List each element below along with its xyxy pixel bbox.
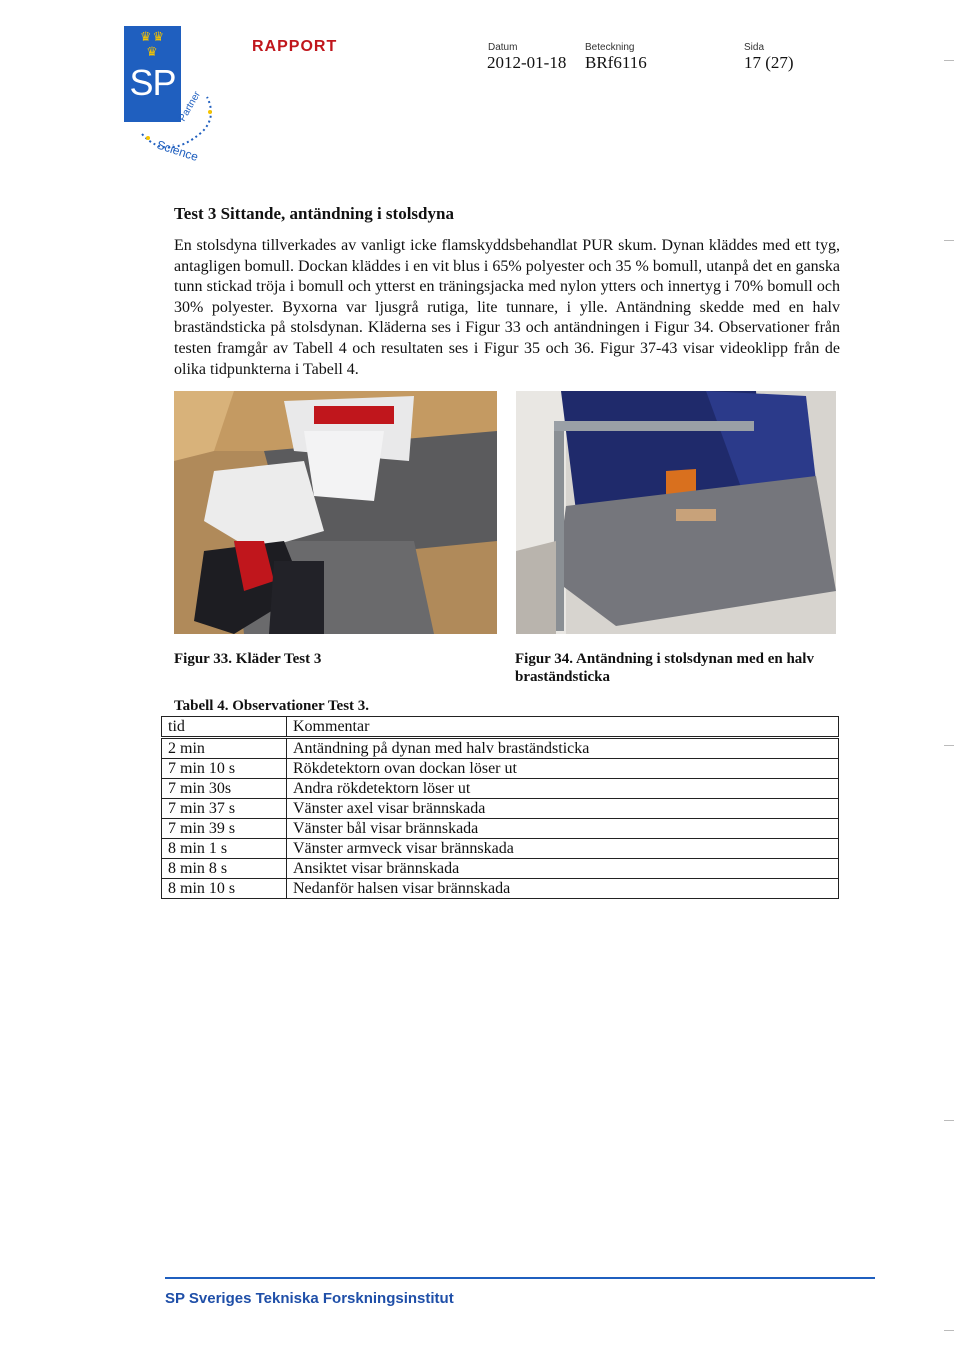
reference-value: BRf6116 bbox=[585, 53, 647, 72]
scan-mark bbox=[944, 745, 954, 746]
column-header-comment: Kommentar bbox=[287, 717, 839, 738]
logo-text: SP bbox=[129, 62, 176, 103]
table-header-row bbox=[162, 717, 839, 738]
comment-cell: Antändning på dynan med halv braständsticka bbox=[287, 738, 839, 759]
time-cell: 2 min bbox=[162, 738, 287, 759]
comment-cell: Vänster bål visar brännskada bbox=[287, 819, 839, 839]
table-row bbox=[162, 738, 839, 759]
comment-cell: Vänster axel visar brännskada bbox=[287, 799, 839, 819]
section-heading: Test 3 Sittande, antändning i stolsdyna bbox=[174, 204, 454, 223]
scan-mark bbox=[944, 1330, 954, 1331]
time-cell: 8 min 1 s bbox=[162, 839, 287, 859]
table-row bbox=[162, 859, 839, 879]
svg-text:Partner: Partner bbox=[177, 89, 203, 124]
table-row bbox=[162, 819, 839, 839]
figure-34-photo bbox=[516, 391, 836, 634]
table-row bbox=[162, 779, 839, 799]
time-cell: 8 min 8 s bbox=[162, 859, 287, 879]
time-cell: 7 min 39 s bbox=[162, 819, 287, 839]
date-value: 2012-01-18 bbox=[487, 53, 567, 72]
column-header-time: tid bbox=[162, 717, 287, 738]
footer-organization: SP Sveriges Tekniska Forskningsinstitut bbox=[165, 1290, 454, 1307]
scan-mark bbox=[944, 1120, 954, 1121]
page-label: Sida bbox=[744, 42, 765, 53]
time-cell: 7 min 37 s bbox=[162, 799, 287, 819]
scan-mark bbox=[944, 240, 954, 241]
svg-text:Science: Science bbox=[155, 137, 201, 165]
table-title: Tabell 4. Observationer Test 3. bbox=[174, 698, 370, 714]
body-paragraph: En stolsdyna tillverkades av vanligt icke flamskyddsbehandlat PUR skum. Dynan kläddes med ett tyg, antagligen bomull. Dockan kläddes i en vit blus i 65% polyester och 35 % bomull, utanpå det en ganska tunn stickad tröja i bomull och ytterst en träningsjacka med nylon ytters och innertyg i 70% bomull och 30% polyester. Byxorna var ljusgrå rutiga, lite tunnare, i ylle. Antändning skedde med en halv braständsticka på stolsdynan. Kläderna ses i Figur 33 och antändningen i Figur 34. Observationer från testen framgår av Tabell 4 och resultaten ses i Figur 35 och 36. Figur 37-43 visar videoklipp från de olika tidpunkterna i Tabell 4. bbox=[174, 237, 840, 378]
comment-cell: Rökdetektorn ovan dockan löser ut bbox=[287, 759, 839, 779]
table-row bbox=[162, 759, 839, 779]
table-row bbox=[162, 879, 839, 899]
figure-33-photo bbox=[174, 391, 497, 634]
crowns-icon: ♛♛ ♛ bbox=[139, 30, 166, 60]
time-cell: 7 min 10 s bbox=[162, 759, 287, 779]
time-cell: 7 min 30s bbox=[162, 779, 287, 799]
figure-34-caption: Figur 34. Antändning i stolsdynan med en halv braständsticka bbox=[515, 651, 814, 685]
reference-label: Beteckning bbox=[585, 42, 635, 53]
page-number: 17 (27) bbox=[744, 53, 794, 72]
science-partner-tagline-icon bbox=[122, 72, 232, 167]
table-row bbox=[162, 839, 839, 859]
date-label: Datum bbox=[488, 42, 518, 53]
comment-cell: Nedanför halsen visar brännskada bbox=[287, 879, 839, 899]
time-cell: 8 min 10 s bbox=[162, 879, 287, 899]
scan-mark bbox=[944, 60, 954, 61]
figure-33-caption: Figur 33. Kläder Test 3 bbox=[174, 651, 322, 667]
table-row bbox=[162, 799, 839, 819]
comment-cell: Andra rökdetektorn löser ut bbox=[287, 779, 839, 799]
observations-table bbox=[161, 716, 839, 899]
footer-divider bbox=[165, 1277, 875, 1279]
report-title: RAPPORT bbox=[252, 38, 338, 55]
comment-cell: Ansiktet visar brännskada bbox=[287, 859, 839, 879]
comment-cell: Vänster armveck visar brännskada bbox=[287, 839, 839, 859]
